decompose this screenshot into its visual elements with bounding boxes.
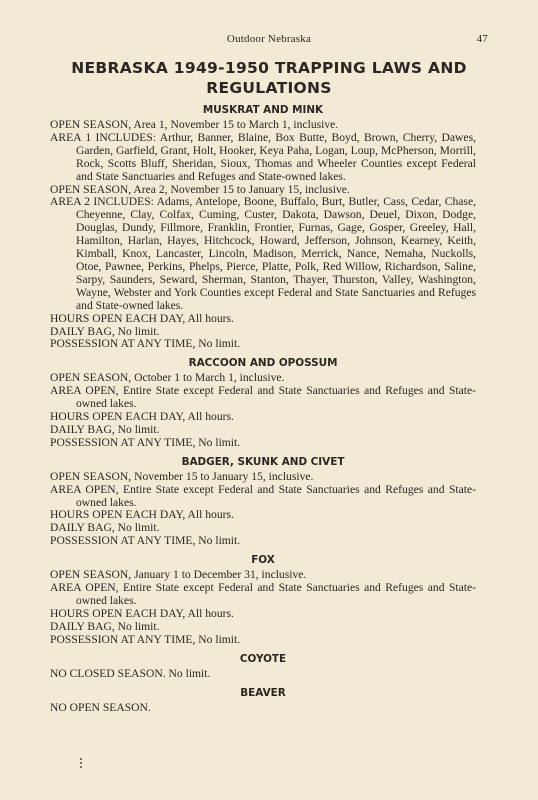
section-heading: FOX: [251, 554, 275, 567]
regulation-line: OPEN SEASON, November 15 to January 15, inclusive.: [50, 469, 314, 483]
section-fox: [50, 554, 476, 646]
regulation-line: AREA OPEN, Entire State except Federal and State Sanctuaries and Refuges and State-owned lakes.: [50, 384, 476, 411]
regulations-body: [50, 104, 476, 720]
section-coyote: [50, 653, 476, 681]
regulation-line: OPEN SEASON, Area 1, November 15 to March 1, inclusive.: [50, 118, 339, 131]
regulation-line: POSSESSION AT ANY TIME, No limit.: [50, 632, 241, 646]
section-beaver: [50, 687, 476, 715]
section-raccoon-opossum: [50, 357, 476, 449]
regulation-line: HOURS OPEN EACH DAY, All hours.: [50, 410, 234, 424]
running-header: [0, 33, 538, 47]
regulation-line: DAILY BAG, No limit.: [50, 619, 160, 633]
regulation-line: DAILY BAG, No limit.: [50, 521, 160, 535]
regulation-line: OPEN SEASON, October 1 to March 1, inclusive.: [50, 371, 285, 385]
section-heading: RACCOON AND OPOSSUM: [188, 357, 338, 370]
section-heading: COYOTE: [239, 652, 287, 665]
section-heading: BADGER, SKUNK AND CIVET: [181, 455, 345, 468]
regulation-line: OPEN SEASON, January 1 to December 31, inclusive.: [50, 568, 307, 582]
regulation-line: AREA OPEN, Entire State except Federal and State Sanctuaries and Refuges and State-owned lakes.: [50, 482, 476, 509]
running-title: Outdoor Nebraska: [226, 33, 312, 45]
regulation-line: POSSESSION AT ANY TIME, No limit.: [50, 534, 241, 548]
regulation-line: OPEN SEASON, Area 2, November 15 to January 15, inclusive.: [50, 182, 350, 196]
regulation-line: NO OPEN SEASON.: [50, 700, 151, 714]
section-muskrat-mink: [50, 104, 476, 351]
regulation-line: HOURS OPEN EACH DAY, All hours.: [50, 311, 234, 325]
section-heading: MUSKRAT AND MINK: [202, 104, 324, 116]
section-badger-skunk-civet: [50, 456, 476, 548]
regulation-line: POSSESSION AT ANY TIME, No limit.: [50, 435, 241, 449]
regulation-line: AREA 2 INCLUDES: Adams, Antelope, Boone, Buffalo, Burt, Butler, Cass, Cedar, Chase, Cheyenne, Clay, Colfax, Cuming, Custer, Dakota, Dawson, Deuel, Dixon, Dodge, Douglas, Dundy, Fillmore, Franklin, Frontier, Furnas, Gage, Gosper, Greeley, Hall, Hamilton, Harlan, Hayes, Hitchcock, Howard, Jefferson, Johnson, Kearney, Keith, Kimball, Knox, Lancaster, Lincoln, Madison, Merrick, Nance, Nemaha, Nuckolls, Otoe, Pawnee, Perkins, Phelps, Pierce, Platte, Polk, Red Willow, Richardson, Saline, Sarpy, Saunders, Seward, Sherman, Stanton, Thayer, Thurston, Valley, Washington, Wayne, Webster and York Counties except Federal and State Sanctuaries and Refuges and State-owned lakes.: [50, 195, 476, 312]
regulation-line: POSSESSION AT ANY TIME, No limit.: [50, 337, 241, 351]
regulation-line: AREA 1 INCLUDES: Arthur, Banner, Blaine, Box Butte, Boyd, Brown, Cherry, Dawes, Garden, Garfield, Grant, Holt, Hooker, Keya Paha, Logan, Loup, McPherson, Morrill, Rock, Scotts Bluff, Sheridan, Sioux, Thomas and Wheeler Counties except Federal and State Sanctuaries and Refuges and State-owned lakes.: [50, 130, 476, 183]
regulation-line: NO CLOSED SEASON. No limit.: [50, 666, 211, 680]
section-heading: BEAVER: [240, 686, 286, 699]
regulation-line: HOURS OPEN EACH DAY, All hours.: [50, 606, 234, 620]
regulation-line: DAILY BAG, No limit.: [50, 324, 160, 338]
print-speck: [80, 758, 85, 768]
regulation-line: AREA OPEN, Entire State except Federal and State Sanctuaries and Refuges and State-owned lakes.: [50, 581, 476, 607]
regulation-line: HOURS OPEN EACH DAY, All hours.: [50, 508, 234, 522]
regulation-line: DAILY BAG, No limit.: [50, 422, 160, 436]
page-number: 47: [476, 33, 488, 45]
page-title: NEBRASKA 1949-1950 TRAPPING LAWS AND REGULATIONS: [71, 59, 467, 97]
